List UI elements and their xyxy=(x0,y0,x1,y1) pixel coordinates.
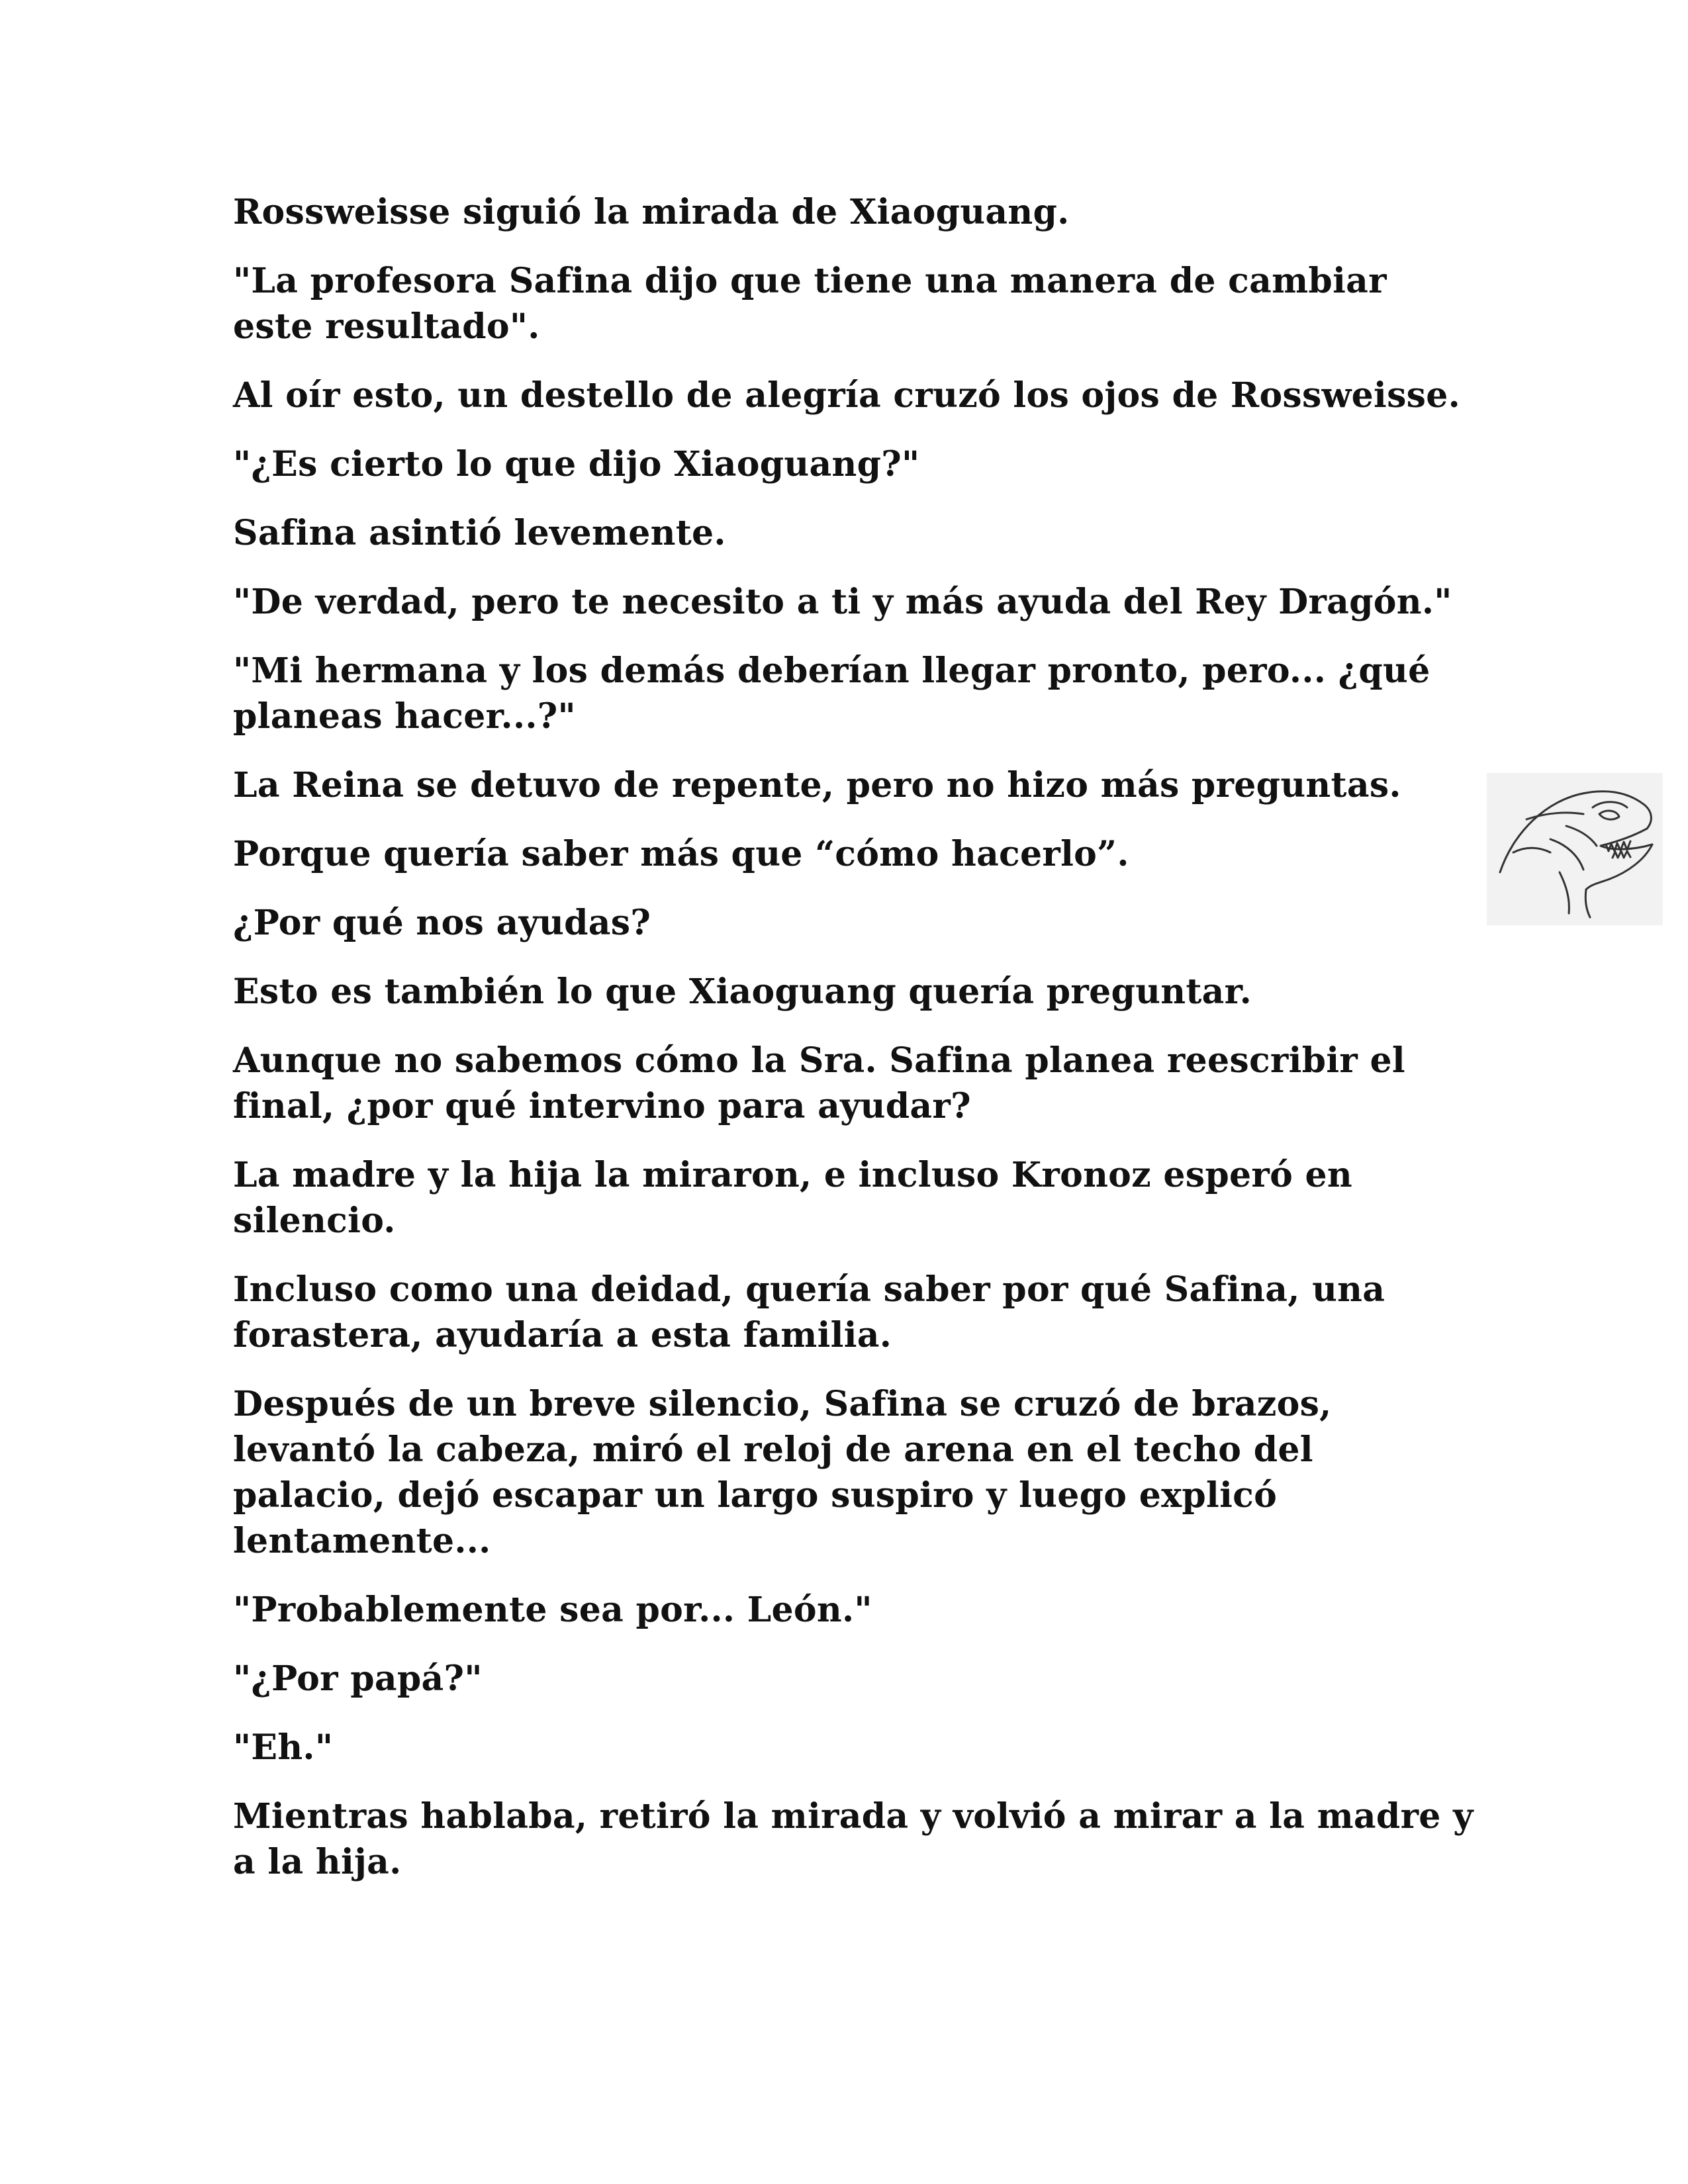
story-text xyxy=(233,189,1477,1908)
paragraph: "¿Por papá?" xyxy=(233,1659,483,1699)
paragraph: La madre y la hija la miraron, e incluso Kronoz esperó en silencio. xyxy=(233,1155,1352,1241)
paragraph: "Probablemente sea por... León." xyxy=(233,1590,872,1630)
paragraph: "Mi hermana y los demás deberían llegar pronto, pero... ¿qué planeas hacer...?" xyxy=(233,651,1430,737)
paragraph: Rossweisse siguió la mirada de Xiaoguang. xyxy=(233,192,1070,232)
paragraph: Al oír esto, un destello de alegría cruzó los ojos de Rossweisse. xyxy=(233,375,1461,416)
dinosaur-sketch-icon xyxy=(1487,773,1663,925)
paragraph: "Eh." xyxy=(233,1727,334,1768)
paragraph: Esto es también lo que Xiaoguang quería preguntar. xyxy=(233,972,1252,1012)
paragraph: Porque quería saber más que “cómo hacerlo”. xyxy=(233,834,1129,874)
paragraph: "De verdad, pero te necesito a ti y más ayuda del Rey Dragón." xyxy=(233,582,1452,622)
paragraph: "¿Es cierto lo que dijo Xiaoguang?" xyxy=(233,444,920,484)
paragraph: Incluso como una deidad, quería saber por qué Safina, una forastera, ayudaría a esta familia. xyxy=(233,1269,1385,1355)
paragraph: Aunque no sabemos cómo la Sra. Safina planea reescribir el final, ¿por qué intervino para ayudar? xyxy=(233,1040,1405,1126)
paragraph: "La profesora Safina dijo que tiene una manera de cambiar este resultado". xyxy=(233,261,1387,347)
paragraph: Mientras hablaba, retiró la mirada y volvió a mirar a la madre y a la hija. xyxy=(233,1796,1474,1882)
paragraph: ¿Por qué nos ayudas? xyxy=(233,903,651,943)
paragraph: Safina asintió levemente. xyxy=(233,513,726,553)
paragraph: Después de un breve silencio, Safina se cruzó de brazos, levantó la cabeza, miró el reloj de arena en el techo del palacio, dejó escapar un largo suspiro y luego explicó lentamente... xyxy=(233,1384,1332,1561)
paragraph: La Reina se detuvo de repente, pero no hizo más preguntas. xyxy=(233,765,1401,805)
